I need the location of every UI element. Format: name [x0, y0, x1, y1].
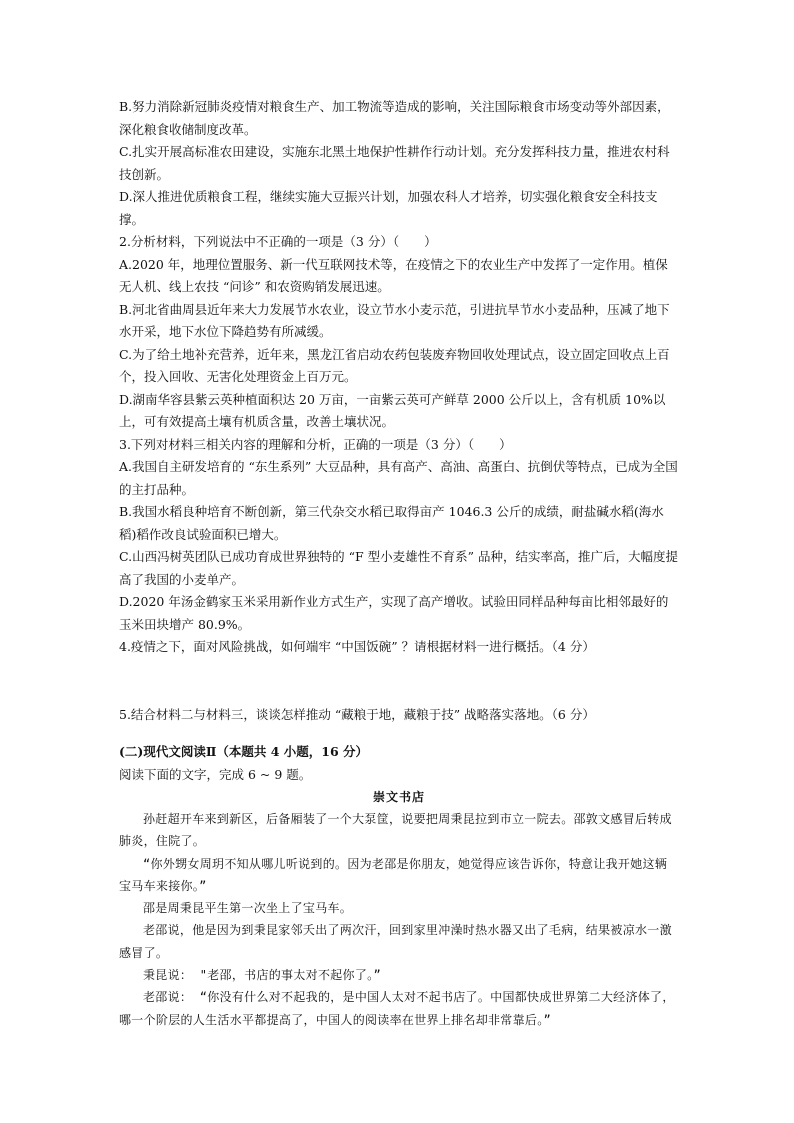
q1-option-b: B.努力消除新冠肺炎疫情对粮食生产、加工物流等造成的影响，关注国际粮食市场变动等外部因素，深化粮食收储制度改革。 [119, 99, 670, 137]
story-paragraph: 孙赶超开车来到新区，后备厢装了一个大泵筐，说要把周秉昆拉到市立一院去。邵敦文感冒后转成肺炎，住院了。 [119, 812, 672, 849]
section-intro: 阅读下面的文字，完成 6 ~ 9 题。 [119, 766, 312, 782]
q5-question: 5.结合材料二与材料三，谈谈怎样推动 “藏粮于地，藏粮于技” 战略落实落地。（6 分） [119, 706, 595, 722]
q3-option-a: A.我国自主研发培育的 “东生系列” 大豆品种，具有高产、高油、高蛋白、抗倒伏等特点，已成为全国的主打品种。 [119, 459, 678, 497]
q3-option-d: D.2020 年汤金鹤家玉米采用新作业方式生产，实现了高产增收。试验田同样品种每亩比相邻最好的玉米田块增产 80.9%。 [119, 594, 669, 632]
story-paragraph: 老邵说： “你没有什么对不起我的，是中国人太对不起书店了。中国都快成世界第二大经济体了，哪一个阶层的人生活水平都提高了，中国人的阅读率在世界上排名却非常靠后。” [119, 990, 675, 1027]
q3-stem: 3.下列对材料三相关内容的理解和分析，正确的一项是（3 分）（ ） [119, 436, 512, 452]
q2-option-b: B.河北省曲周县近年来大力发展节水农业，设立节水小麦示范，引进抗旱节水小麦品种，压减了地下水开采，地下水位下降趋势有所减缓。 [119, 301, 670, 339]
q1-option-d: D.深人推进优质粮食工程，继续实施大豆振兴计划，加强农科人才培养，切实强化粮食安全科技支撑。 [119, 189, 658, 227]
questions-part1 [119, 96, 679, 726]
q3-option-b: B.我国水稻良种培育不断创新，第三代杂交水稻已取得亩产 1046.3 公斤的成绩，耐盐碱水稻(海水稻)稻作改良试验面积已增大。 [119, 504, 664, 542]
q2-option-d: D.湖南华容县紫云英种植面积达 20 万亩，一亩紫云英可产鲜草 2000 公斤以上，含有机质 10%以上，可有效提高土壤有机质含量，改善土壤状况。 [119, 391, 666, 429]
story-paragraph: 老邵说，他是因为到秉昆家邻夭出了两次汗，回到家里冲澡时热水器又出了毛病，结果被凉水一激感冒了。 [119, 923, 672, 960]
q2-stem: 2.分析材料，下列说法中不正确的一项是（3 分）（ ） [119, 234, 437, 249]
q4-question: 4.疫情之下，面对风险挑战，如何端牢 “中国饭碗” ？请根据材料一进行概括。（4 分） [119, 639, 595, 654]
story-body [119, 808, 679, 1031]
q2-option-a: A.2020 年，地理位置服务、新一代互联网技术等，在疫情之下的农业生产中发挥了一定作用。植保无人机、线上农技 “问诊” 和农资购销发展迅速。 [119, 256, 668, 294]
q1-option-c: C.扎实开展高标准农田建设，实施东北黑土地保护性耕作行动计划。充分发挥科技力量，推进农村科技创新。 [119, 144, 670, 182]
answer-space-q4 [119, 659, 679, 704]
story-paragraph: 秉昆说： "老邵，书店的事太对不起你了。” [143, 968, 381, 983]
story-paragraph: 邵是周秉昆平生第一次坐上了宝马车。 [143, 901, 353, 916]
story-paragraph: “你外甥女周玥不知从哪儿听说到的。因为老邵是你朋友，她觉得应该告诉你，特意让我开她这辆宝马车来接你。” [119, 856, 668, 893]
q3-option-c: C.山西冯树英团队已成功育成世界独特的 “F 型小麦雄性不育系” 品种，结实率高，推广后，大幅度提高了我国的小麦单产。 [119, 549, 678, 587]
modern-reading-section [119, 741, 679, 1031]
section-title: (二)现代文阅读Ⅱ（本题共 4 小题，16 分） [119, 744, 369, 759]
q2-option-c: C.为了给土地补充营养，近年来，黑龙江省启动农药包装废弃物回收处理试点，设立固定回收点上百个，投入回收、无害化处理资金上百万元。 [119, 346, 670, 384]
story-title: 崇文书店 [372, 790, 425, 804]
